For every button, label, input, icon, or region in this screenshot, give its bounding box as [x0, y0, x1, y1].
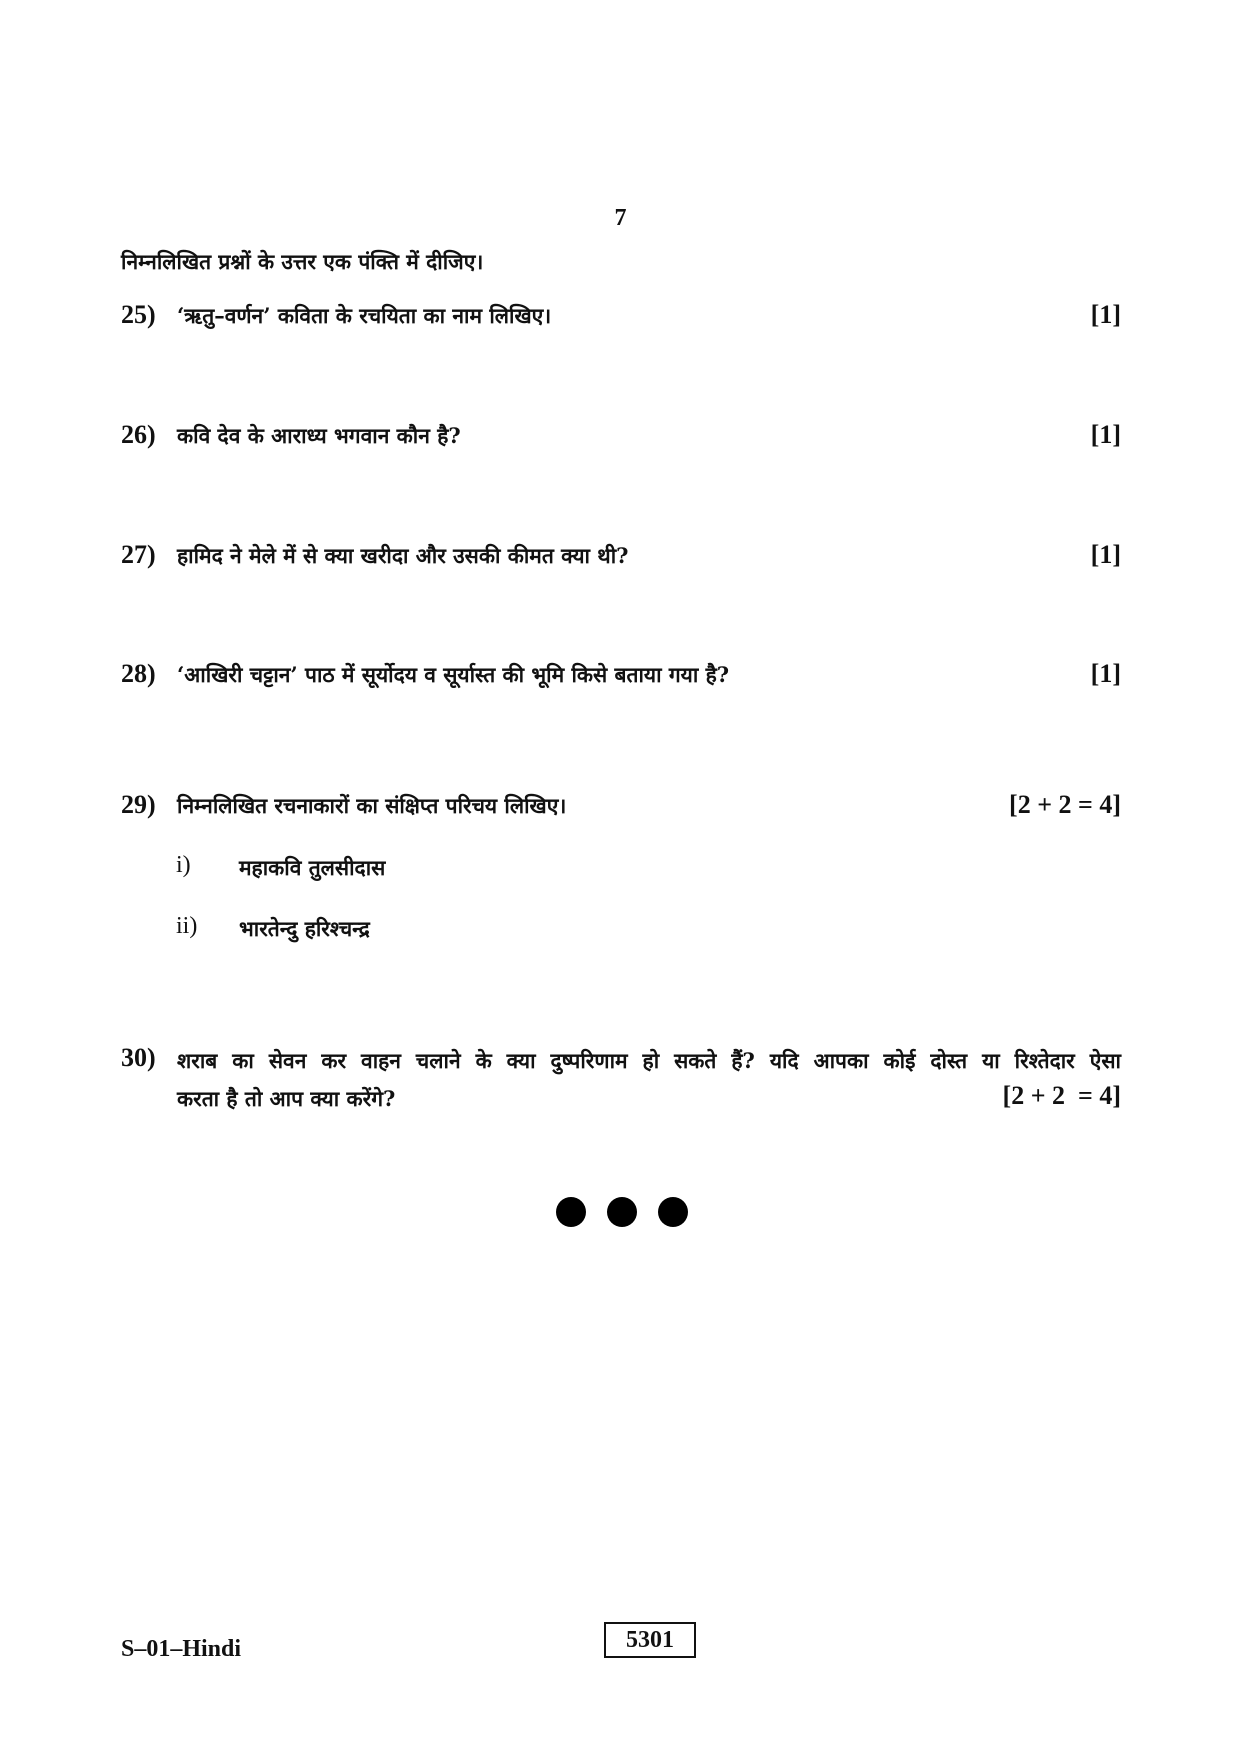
dot-icon — [556, 1197, 586, 1227]
question-text: ‘ऋतु–वर्णन’ कविता के रचयिता का नाम लिखिए। — [177, 303, 552, 328]
page-number: 7 — [614, 205, 627, 231]
question-marks: [1] — [1090, 420, 1121, 449]
question-30-text-line-2: करता है तो आप क्या करेंगे? — [177, 1086, 396, 1111]
question-28 — [121, 659, 1121, 699]
end-of-paper-dots — [556, 1197, 688, 1227]
section-instruction: निम्नलिखित प्रश्नों के उत्तर एक पंक्ति में दीजिए। — [121, 249, 484, 274]
sub-item-label: ii) — [176, 913, 198, 939]
question-marks: [1] — [1090, 659, 1121, 688]
footer-subject-code: S–01–Hindi — [121, 1636, 242, 1662]
question-number: 26) — [121, 420, 156, 449]
question-text: कवि देव के आराध्य भगवान कौन है? — [177, 423, 461, 448]
question-number: 28) — [121, 659, 156, 688]
question-number: 29) — [121, 790, 156, 819]
question-26 — [121, 420, 1121, 460]
question-number: 27) — [121, 540, 156, 569]
question-number: 30) — [121, 1043, 156, 1072]
dot-icon — [607, 1197, 637, 1227]
question-25 — [121, 300, 1121, 340]
question-27 — [121, 540, 1121, 580]
footer-paper-code: 5301 — [604, 1622, 696, 1658]
sub-item-label: i) — [176, 852, 191, 878]
question-text: ‘आखिरी चट्टान’ पाठ में सूर्योदय व सूर्यास्त की भूमि किसे बताया गया है? — [177, 662, 730, 687]
question-29 — [121, 790, 1121, 830]
question-marks: [1] — [1090, 300, 1121, 329]
sub-item-text: महाकवि तुलसीदास — [239, 855, 386, 880]
sub-item-text: भारतेन्दु हरिश्चन्द्र — [239, 916, 370, 941]
question-number: 25) — [121, 300, 156, 329]
dot-icon — [658, 1197, 688, 1227]
question-30-marks: [2 + 2 = 4] — [1002, 1081, 1121, 1110]
question-marks: [2 + 2 = 4] — [1009, 790, 1121, 819]
question-30-text-line-1: शराब का सेवन कर वाहन चलाने के क्या दुष्परिणाम हो सकते हैं? यदि आपका कोई दोस्त या रिश्तेदार ऐसा — [177, 1048, 1121, 1073]
question-text: हामिद ने मेले में से क्या खरीदा और उसकी कीमत क्या थी? — [177, 543, 629, 568]
question-marks: [1] — [1090, 540, 1121, 569]
question-text: निम्नलिखित रचनाकारों का संक्षिप्त परिचय लिखिए। — [177, 793, 567, 818]
